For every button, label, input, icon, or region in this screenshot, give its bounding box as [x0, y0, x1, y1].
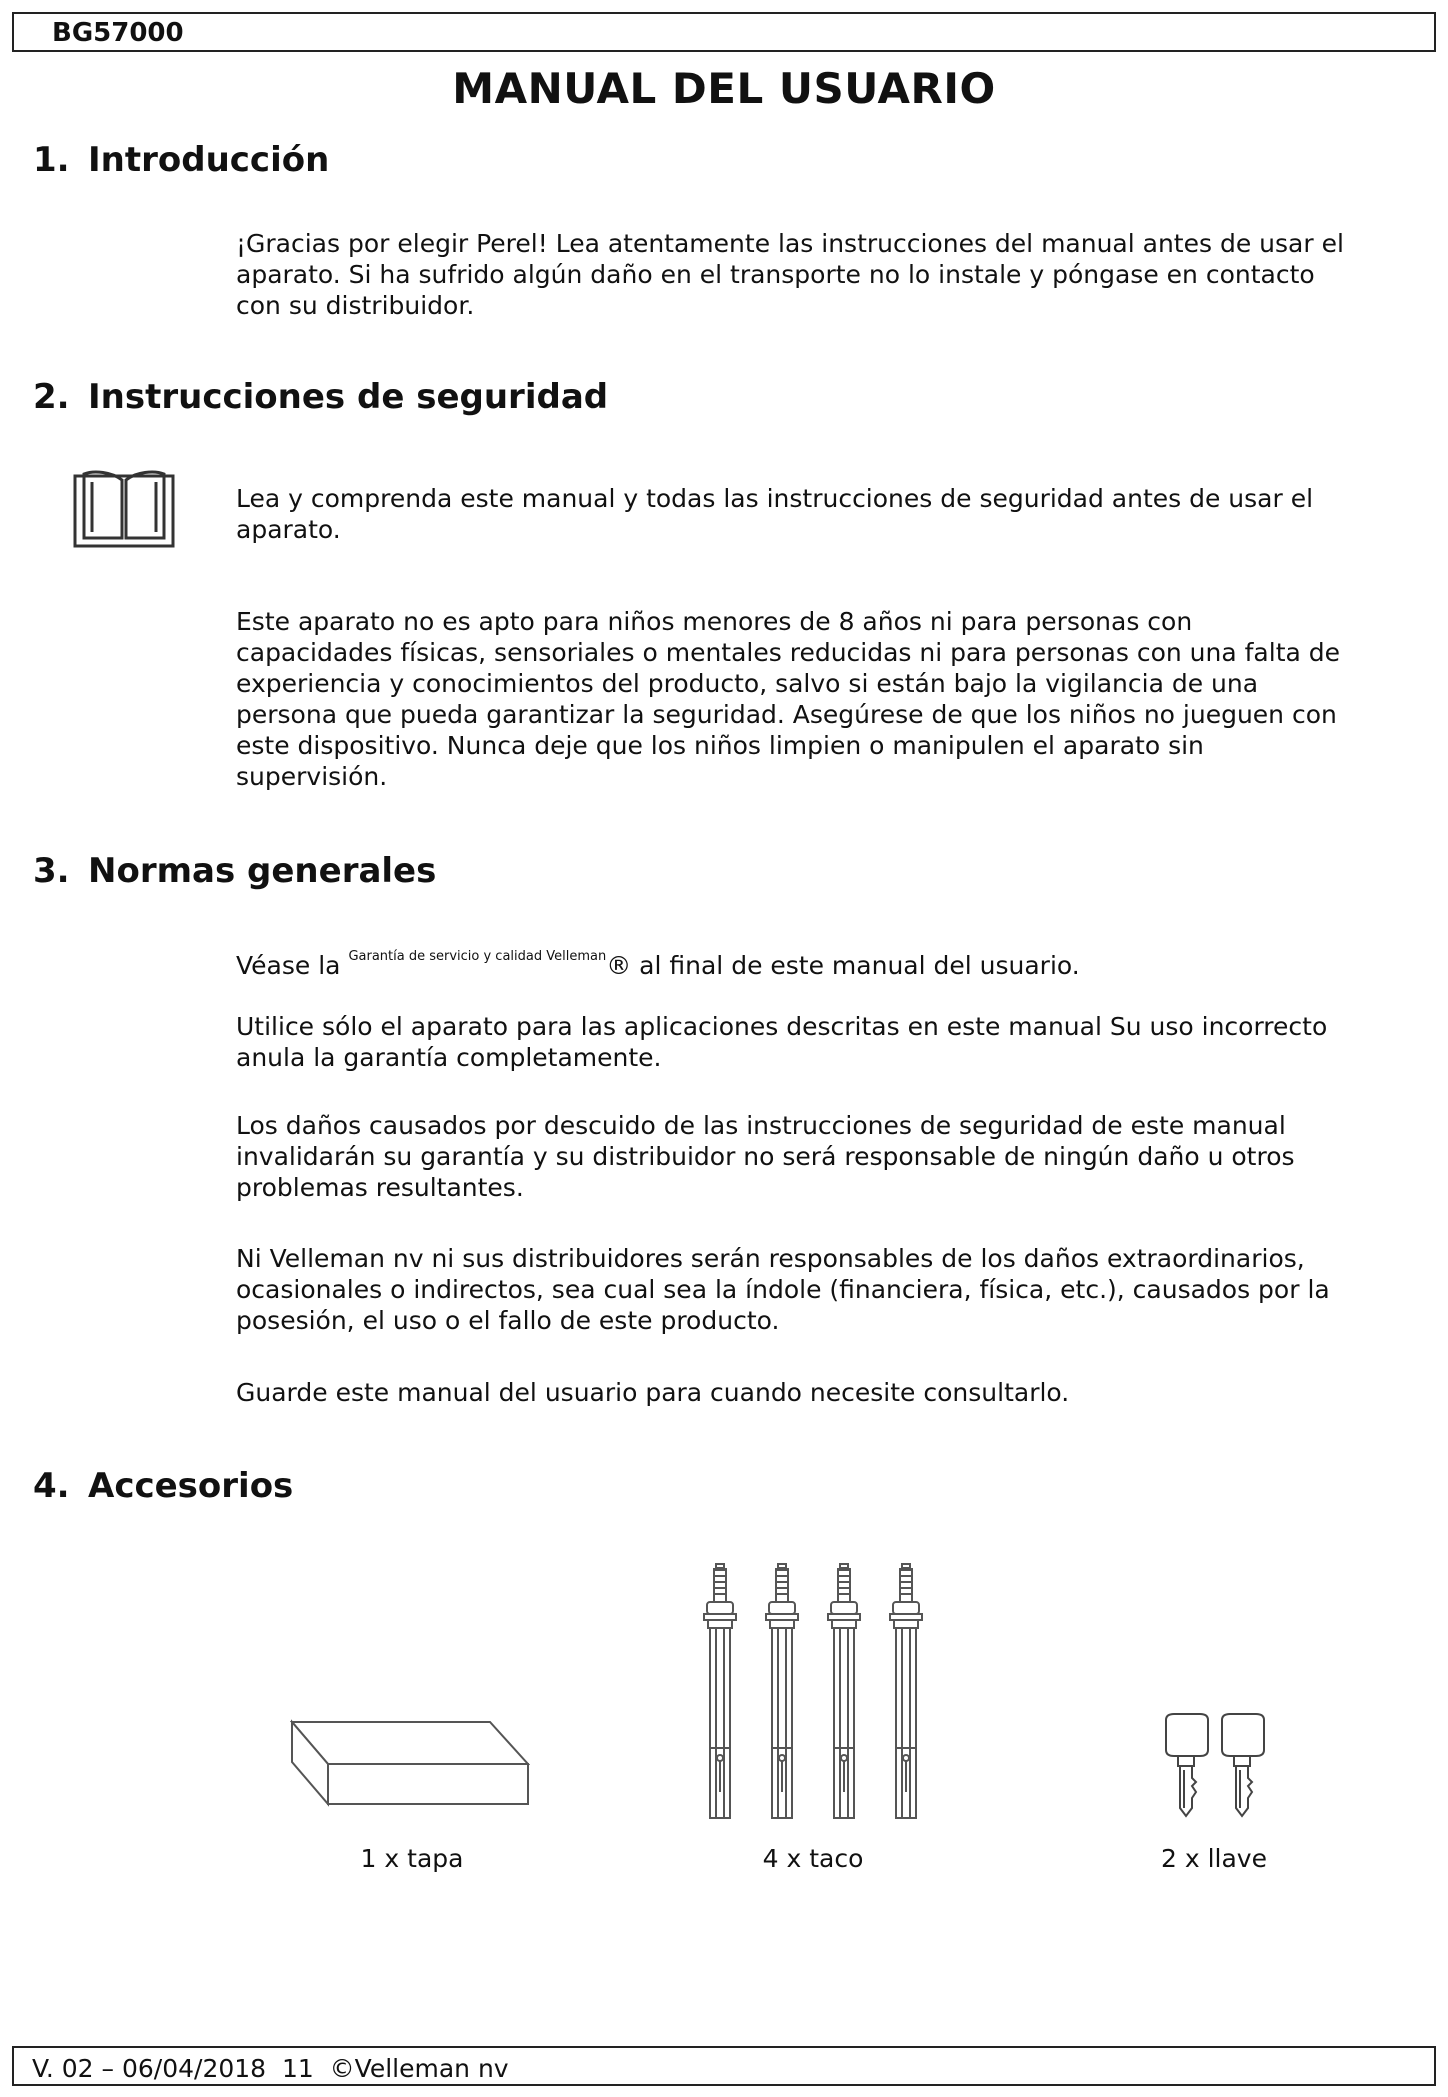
general-paragraph-3	[236, 1110, 1386, 1203]
safety-paragraph-2	[236, 606, 1386, 792]
text-line: Este aparato no es apto para niños menores de 8 años ni para personas con	[236, 607, 1193, 636]
page-title-text: MANUAL DEL USUARIO	[452, 64, 996, 113]
accessory-label-cover: 1 x tapa	[360, 1844, 464, 1873]
section-title: Normas generales	[88, 851, 437, 891]
section-heading-safety	[33, 377, 608, 417]
section-title: Introducción	[88, 140, 330, 180]
book-icon	[72, 466, 176, 550]
section-title: Instrucciones de seguridad	[88, 377, 609, 417]
section-number: 2.	[33, 377, 70, 417]
section-number: 4.	[33, 1466, 70, 1506]
text-line: problemas resultantes.	[236, 1173, 524, 1202]
text-line: Lea y comprenda este manual y todas las instrucciones de seguridad antes de usar el	[236, 484, 1314, 513]
warranty-paragraph	[236, 941, 1386, 981]
text-span: ® al final de este manual del usuario.	[606, 951, 1080, 980]
accessory-label-keys: 2 x llave	[1161, 1844, 1267, 1873]
text-line: Los daños causados por descuido de las instrucciones de seguridad de este manual	[236, 1111, 1286, 1140]
text-line: persona que pueda garantizar la seguridad. Asegúrese de que los niños no jueguen con	[236, 700, 1337, 729]
general-paragraph-2	[236, 1011, 1386, 1073]
text-line: experiencia y conocimientos del producto, salvo si están bajo la vigilancia de una	[236, 669, 1259, 698]
warranty-superscript: Garantía de servicio y calidad Velleman	[348, 949, 607, 964]
section-number: 3.	[33, 851, 70, 891]
text-span: Véase la	[236, 951, 349, 980]
text-line: supervisión.	[236, 762, 388, 791]
page-title	[0, 64, 1448, 113]
footer-bar	[12, 2046, 1436, 2086]
safety-paragraph-1	[236, 483, 1386, 545]
text-line: ¡Gracias por elegir Perel! Lea atentamente las instrucciones del manual antes de usar el	[236, 229, 1344, 258]
text-line: aparato. Si ha sufrido algún daño en el transporte no lo instale y póngase en contacto	[236, 260, 1315, 289]
section-number: 1.	[33, 140, 70, 180]
text-line: ocasionales o indirectos, sea cual sea la índole (financiera, física, etc.), causados por la	[236, 1275, 1330, 1304]
text-line: este dispositivo. Nunca deje que los niños limpien o manipulen el aparato sin	[236, 731, 1204, 760]
section-heading-accessories	[33, 1466, 293, 1506]
intro-paragraph	[236, 228, 1386, 321]
text-line: posesión, el uso o el fallo de este producto.	[236, 1306, 780, 1335]
text-line: aparato.	[236, 515, 341, 544]
footer-text: V. 02 – 06/04/2018 11 ©Velleman nv	[32, 2054, 509, 2083]
section-heading-general	[33, 851, 436, 891]
general-paragraph-5	[236, 1377, 1386, 1408]
key-icon	[1158, 1712, 1278, 1822]
text-line: invalidarán su garantía y su distribuidor no será responsable de ningún daño u otros	[236, 1142, 1295, 1171]
text-line: Guarde este manual del usuario para cuando necesite consultarlo.	[236, 1378, 1070, 1407]
text-line: con su distribuidor.	[236, 291, 475, 320]
cover-plate-icon	[290, 1718, 530, 1810]
text-line: capacidades físicas, sensoriales o mentales reducidas ni para personas con una falta de	[236, 638, 1341, 667]
general-paragraph-4	[236, 1243, 1386, 1336]
accessory-label-bolts: 4 x taco	[762, 1844, 864, 1873]
section-heading-intro	[33, 140, 329, 180]
text-line: anula la garantía completamente.	[236, 1043, 662, 1072]
text-line: Ni Velleman nv ni sus distribuidores serán responsables de los daños extraordinarios,	[236, 1244, 1305, 1273]
product-code: BG57000	[52, 18, 184, 48]
section-title: Accesorios	[88, 1466, 294, 1506]
text-line: Utilice sólo el aparato para las aplicaciones descritas en este manual Su uso incorrecto	[236, 1012, 1328, 1041]
header-bar	[12, 12, 1436, 52]
anchor-bolt-icon	[700, 1562, 930, 1826]
